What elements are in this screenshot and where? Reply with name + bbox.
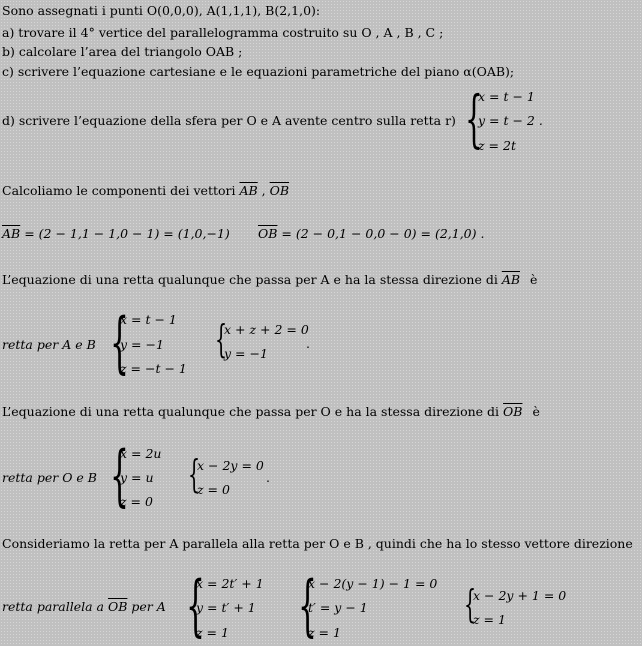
s4-c1: x − 2y + 1 = 0 (473, 588, 567, 603)
s3-dot: . (266, 470, 270, 485)
s4-c2: z = 1 (473, 612, 506, 627)
s2-label: retta per A e B (2, 337, 96, 352)
s3-p1: x = 2u (120, 446, 162, 461)
s2-text: L’equazione di una retta qualunque che passa per A e ha la stessa direzione di $\overline{AB}$ è (2, 272, 538, 287)
s2-c1: x + z + 2 = 0 (224, 322, 309, 337)
s4-m3: z = 1 (308, 625, 341, 640)
r-eq3: z = 2t (478, 138, 516, 153)
s3-c2: z = 0 (197, 482, 230, 497)
brace-s4c: { (464, 582, 477, 626)
s4-label: retta parallela a $\overline{OB}$ per A (2, 599, 166, 614)
item-a: a) trovare il 4° vertice del parallelogramma costruito su O , A , B , C ; (2, 25, 444, 40)
item-c: c) scrivere l’equazione cartesiane e le equazioni parametriche del piano α(OAB); (2, 64, 515, 79)
s4-text: Consideriamo la retta per A parallela alla retta per O e B , quindi che ha lo stesso vettore direzione (2, 536, 633, 551)
s4-p3: z = 1 (196, 625, 229, 640)
brace-s3c: { (188, 452, 201, 496)
brace-s2: { (110, 304, 129, 381)
s4-m1: x − 2(y − 1) − 1 = 0 (308, 576, 438, 591)
brace-s3: { (110, 437, 129, 514)
brace-s2c: { (215, 317, 228, 361)
s2-c2: y = −1 (224, 346, 268, 361)
s4-m2: t′ = y − 1 (308, 600, 368, 615)
item-b: b) calcolare l’area del triangolo OAB ; (2, 44, 243, 59)
ab-vector-eq: $\overline{AB} = (2 - 1,1 - 1,0 - 1) = (1,0,-1)$ (2, 226, 230, 241)
s3-p2: y = u (120, 470, 154, 485)
s4-p1: x = 2t′ + 1 (196, 576, 264, 591)
item-d: d) scrivere l’equazione della sfera per O e A avente centro sulla retta r) (2, 113, 456, 128)
r-eq2: y = t − 2 . (478, 113, 543, 128)
s4-p2: y = t′ + 1 (196, 600, 256, 615)
intro-line: Sono assegnati i punti O(0,0,0), A(1,1,1), B(2,1,0): (2, 3, 321, 18)
s3-label: retta per O e B (2, 470, 97, 485)
s2-p3: z = −t − 1 (120, 361, 187, 376)
s3-text: L’equazione di una retta qualunque che passa per O e ha la stessa direzione di $\overline{OB}$ è (2, 404, 540, 419)
s2-p2: y = −1 (120, 337, 164, 352)
brace-s4m: { (298, 567, 317, 644)
s3-c1: x − 2y = 0 (197, 458, 264, 473)
brace-r: { (465, 82, 483, 155)
brace-s4: { (186, 567, 205, 644)
s2-dot: . (306, 336, 310, 351)
s3-p3: z = 0 (120, 494, 153, 509)
ob-vector-eq: $\overline{OB} = (2 - 0,1 - 0,0 - 0) = (2,1,0)$ . (258, 226, 485, 241)
s2-p1: x = t − 1 (120, 312, 177, 327)
s1-text: Calcoliamo le componenti dei vettori $\overline{AB}$ , $\overline{OB}$ (2, 183, 290, 198)
r-eq1: x = t − 1 (478, 89, 535, 104)
